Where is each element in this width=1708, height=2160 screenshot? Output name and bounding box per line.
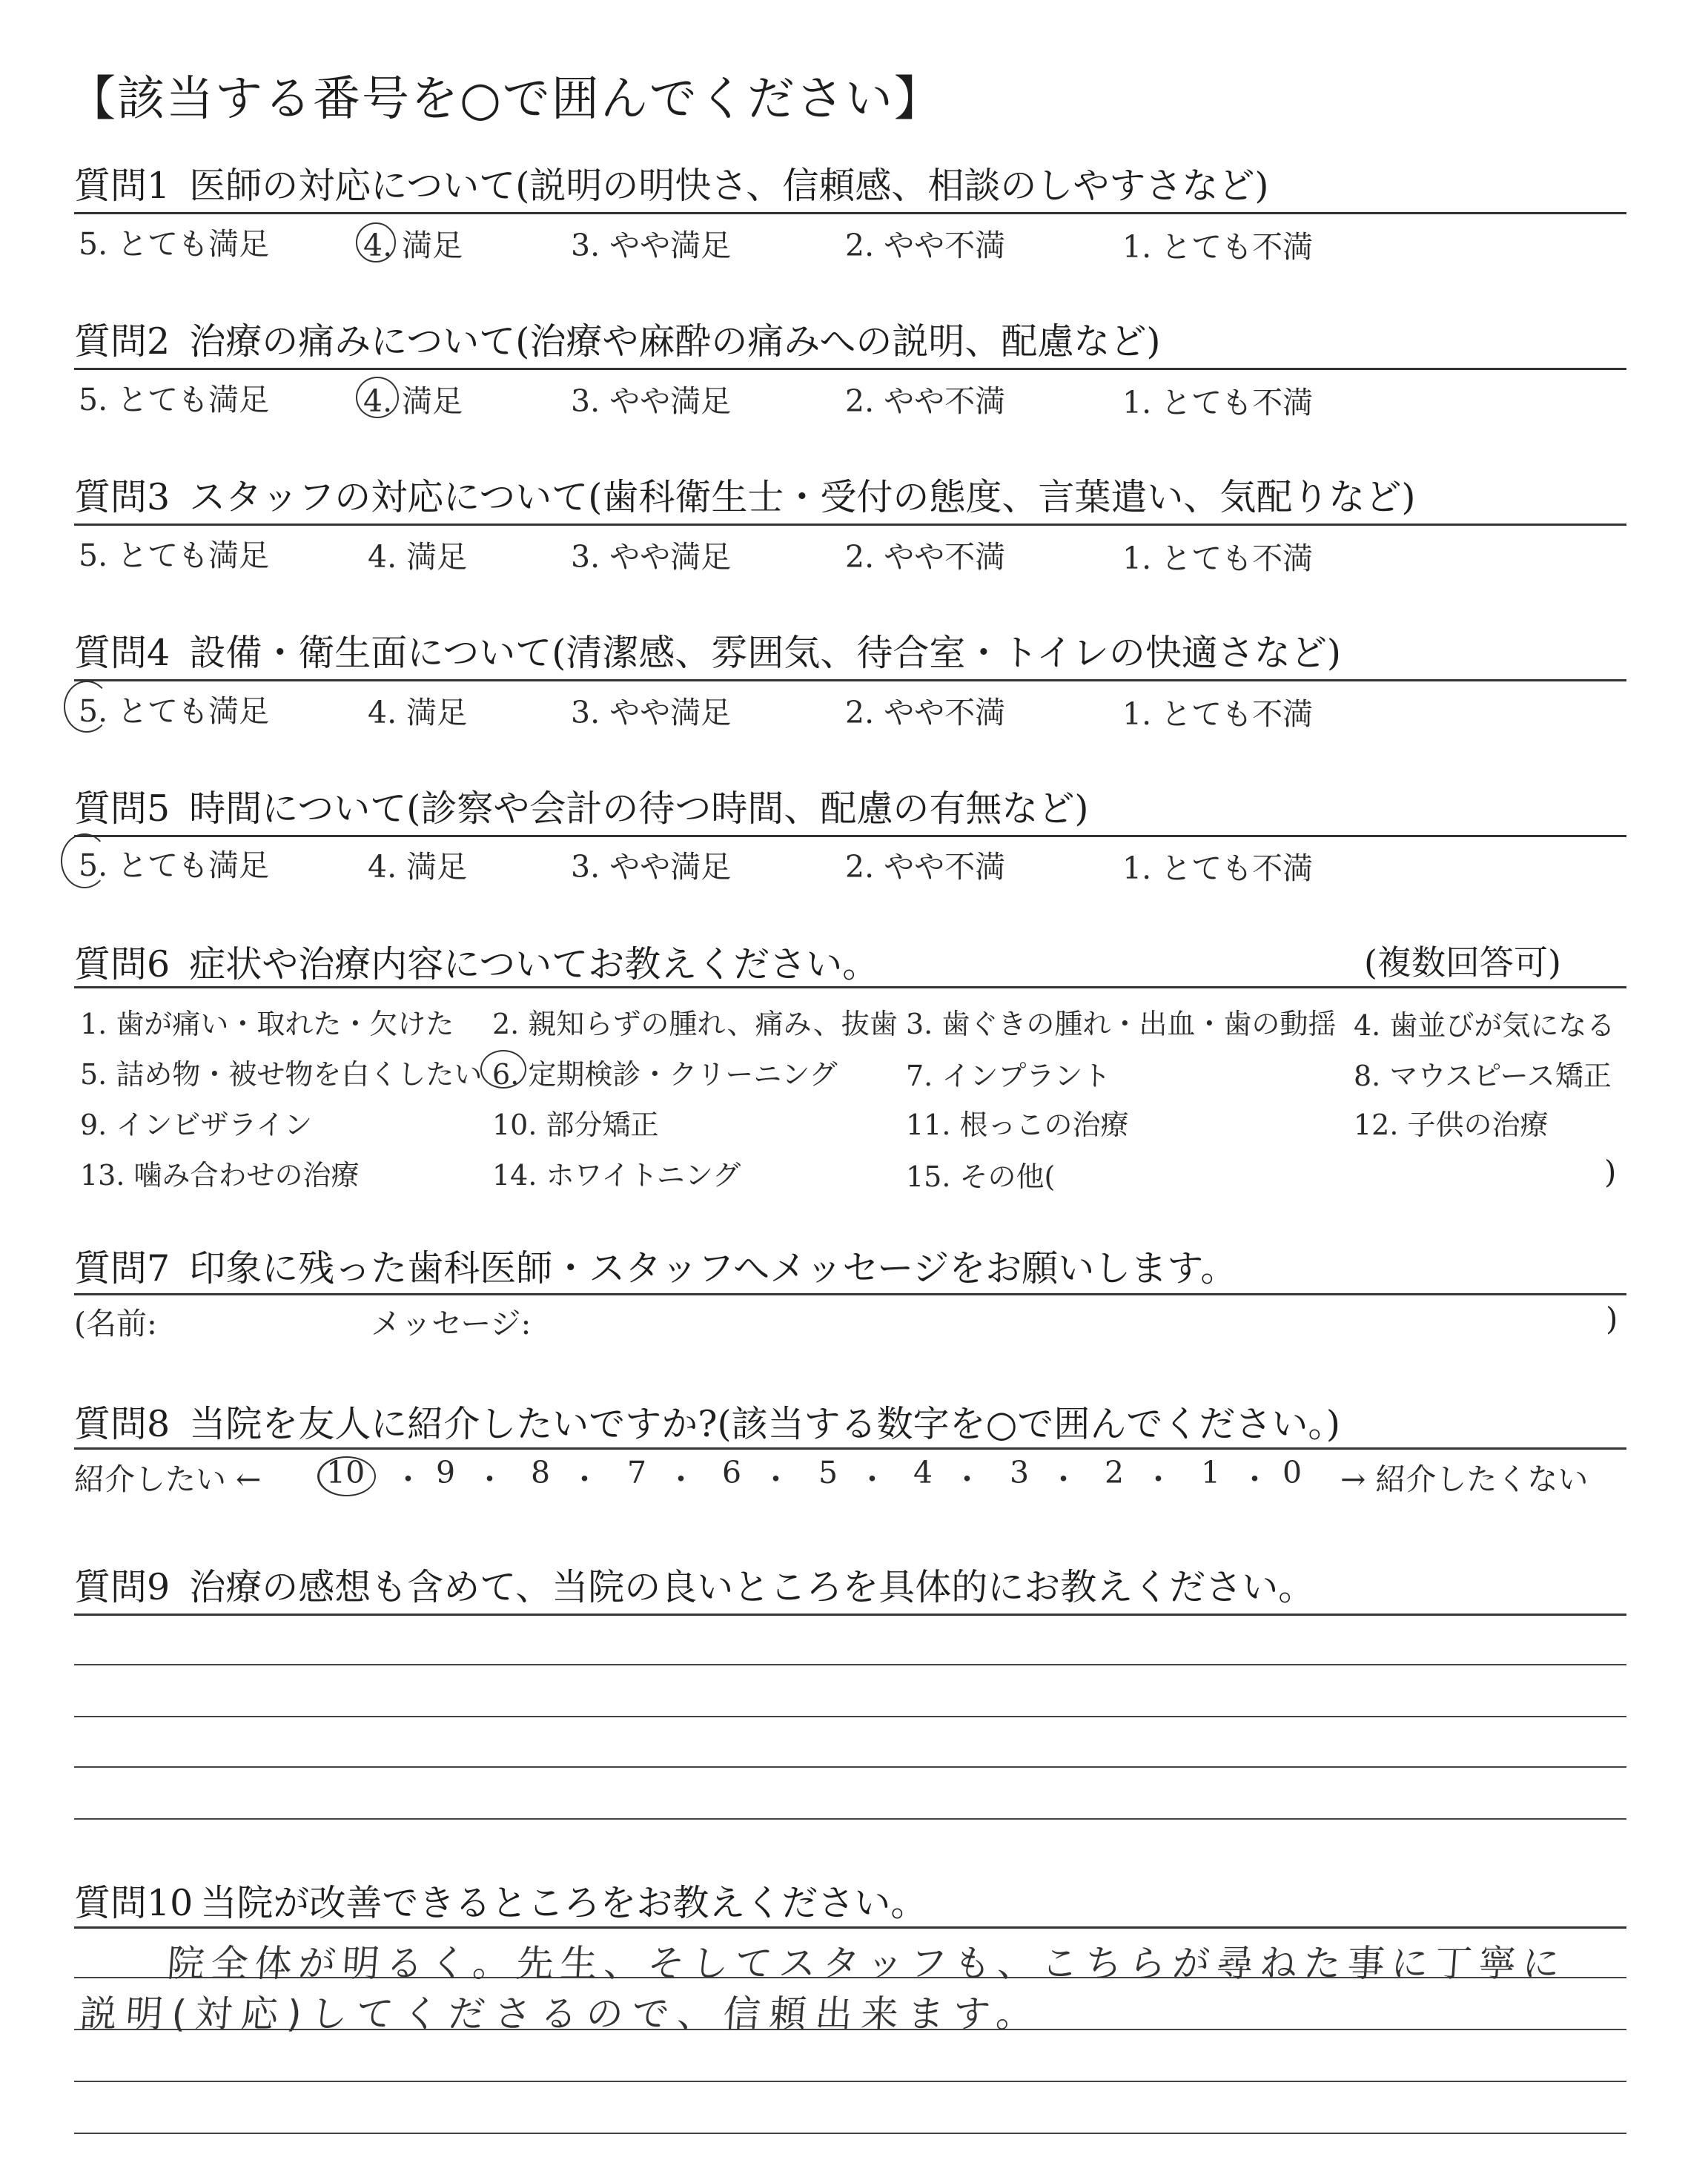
q4-option-4[interactable]: 4. 満足: [368, 695, 468, 730]
question-3-text: スタッフの対応について(歯科衛生士・受付の態度、言葉遣い、気配りなど): [189, 476, 1416, 518]
scale-dot: ・: [1143, 1462, 1174, 1497]
q6-option-2[interactable]: 2. 親知らずの腫れ、痛み、抜歯: [492, 1008, 898, 1040]
scale-dot: ・: [474, 1462, 505, 1497]
question-9-heading: [74, 1559, 1314, 1611]
q2-option-4[interactable]: 4. 満足: [363, 383, 463, 419]
q8-selected-circle: [317, 1456, 376, 1496]
recommend-right-label: → 紹介したくない: [1340, 1462, 1589, 1497]
q6-selected-circle: [480, 1050, 526, 1089]
question-1-heading: [74, 157, 1268, 209]
q2-option-2[interactable]: 2. やや不満: [845, 383, 1006, 419]
question-3-number: 質問3: [74, 476, 171, 518]
question-1-text: 医師の対応について(説明の明快さ、信頼感、相談のしやすさなど): [189, 165, 1269, 207]
recommend-8[interactable]: 8: [531, 1455, 551, 1490]
question-6-text: 症状や治療内容についてお教えください。: [189, 943, 879, 985]
question-8-rule: [74, 1447, 1626, 1450]
question-7-rule: [74, 1293, 1626, 1295]
recommend-4[interactable]: 4: [913, 1455, 933, 1490]
scale-dot: ・: [666, 1462, 696, 1497]
scale-dot: ・: [857, 1462, 887, 1497]
question-5-heading: [74, 780, 1088, 832]
scale-dot: ・: [952, 1462, 982, 1497]
q6-option-14[interactable]: 14. ホワイトニング: [492, 1159, 741, 1192]
q7-close-paren: ): [1606, 1301, 1618, 1337]
q6-other-close-paren: ): [1604, 1154, 1617, 1190]
q6-option-7[interactable]: 7. インプラント: [906, 1060, 1111, 1092]
question-6-note: (複数回答可): [1364, 942, 1561, 982]
question-2-heading: [74, 313, 1160, 365]
question-9-number: 質問9: [74, 1566, 171, 1608]
recommend-0[interactable]: 0: [1282, 1455, 1302, 1490]
question-10-rule: [74, 1926, 1626, 1929]
q10-handwritten-line-2: 説明(対応)してくださるので、信頼出来ます。: [78, 1992, 1044, 2035]
scale-dot: ・: [1048, 1462, 1079, 1497]
recommend-3[interactable]: 3: [1010, 1455, 1030, 1490]
q6-option-13[interactable]: 13. 噛み合わせの治療: [80, 1159, 360, 1192]
q6-option-9[interactable]: 9. インビザライン: [80, 1109, 313, 1141]
q9-answer-line[interactable]: [74, 1664, 1626, 1665]
question-2-rule: [74, 368, 1626, 370]
q9-answer-line[interactable]: [74, 1716, 1626, 1717]
question-8-number: 質問8: [74, 1403, 171, 1445]
recommend-9[interactable]: 9: [436, 1455, 456, 1490]
q6-option-4[interactable]: 4. 歯並びが気になる: [1354, 1009, 1615, 1042]
question-10-heading: [74, 1875, 927, 1926]
q5-option-2[interactable]: 2. やや不満: [845, 849, 1006, 885]
question-2-text: 治療の痛みについて(治療や麻酔の痛みへの説明、配慮など): [189, 320, 1161, 363]
recommend-6[interactable]: 6: [722, 1455, 742, 1490]
recommend-5[interactable]: 5: [818, 1455, 838, 1490]
q6-option-15[interactable]: 15. その他(: [906, 1160, 1056, 1193]
question-4-rule: [74, 679, 1626, 681]
q7-name-label: (名前:: [74, 1306, 157, 1341]
question-4-number: 質問4: [74, 632, 171, 674]
q7-message-label: メッセージ:: [371, 1306, 532, 1341]
question-6-heading: [74, 936, 878, 988]
q9-answer-line[interactable]: [74, 1766, 1626, 1768]
q4-selected-circle: [64, 681, 110, 733]
recommend-7[interactable]: 7: [627, 1455, 647, 1490]
question-10-text: 当院が改善できるところをお教えください。: [200, 1882, 927, 1924]
q2-selected-circle: [356, 377, 399, 418]
question-5-text: 時間について(診察や会計の待つ時間、配慮の有無など): [189, 787, 1089, 830]
question-4-text: 設備・衛生面について(清潔感、雰囲気、待合室・トイレの快適さなど): [189, 632, 1341, 674]
question-6-rule: [74, 986, 1626, 988]
question-8-text: 当院を友人に紹介したいですか?(該当する数字を○で囲んでください。): [189, 1403, 1340, 1445]
q3-option-4[interactable]: 4. 満足: [368, 539, 468, 575]
q6-option-11[interactable]: 11. 根っこの治療: [906, 1109, 1129, 1141]
q5-selected-circle: [61, 833, 108, 888]
q10-answer-line[interactable]: [74, 2133, 1626, 2134]
question-6-number: 質問6: [74, 943, 171, 985]
recommend-10[interactable]: 10: [326, 1455, 365, 1490]
question-7-heading: [74, 1240, 1237, 1292]
scale-dot: ・: [393, 1462, 423, 1497]
question-7-text: 印象に残った歯科医師・スタッフへメッセージをお願いします。: [189, 1247, 1237, 1289]
q9-answer-line[interactable]: [74, 1818, 1626, 1820]
q6-option-12[interactable]: 12. 子供の治療: [1354, 1109, 1549, 1141]
q1-option-4[interactable]: 4. 満足: [363, 228, 463, 263]
scale-dot: ・: [1239, 1462, 1270, 1497]
q5-option-5[interactable]: 5. とても満足: [79, 848, 270, 883]
q3-option-5[interactable]: 5. とても満足: [79, 538, 270, 573]
question-9-text: 治療の感想も含めて、当院の良いところを具体的にお教えください。: [189, 1566, 1315, 1608]
q1-option-1[interactable]: 1. とても不満: [1122, 229, 1314, 265]
question-5-rule: [74, 835, 1626, 837]
q3-option-2[interactable]: 2. やや不満: [845, 539, 1006, 575]
question-8-heading: [74, 1396, 1340, 1447]
q6-option-1[interactable]: 1. 歯が痛い・取れた・欠けた: [80, 1008, 454, 1040]
question-1-rule: [74, 212, 1626, 214]
q5-option-1[interactable]: 1. とても不満: [1122, 851, 1314, 886]
question-4-heading: [74, 624, 1341, 676]
q2-option-3[interactable]: 3. やや満足: [571, 383, 732, 419]
recommend-1[interactable]: 1: [1201, 1455, 1221, 1490]
scale-dot: ・: [569, 1462, 600, 1497]
q4-option-3[interactable]: 3. やや満足: [571, 695, 732, 730]
form-title: 【該当する番号を○で囲んでください】: [68, 72, 943, 127]
question-3-heading: [74, 469, 1415, 521]
q1-selected-circle: [356, 222, 396, 262]
question-7-number: 質問7: [74, 1247, 171, 1289]
recommend-left-label: 紹介したい ←: [74, 1462, 262, 1497]
q6-option-3[interactable]: 3. 歯ぐきの腫れ・出血・歯の動揺: [906, 1008, 1337, 1040]
q5-option-4[interactable]: 4. 満足: [368, 849, 468, 885]
q4-option-1[interactable]: 1. とても不満: [1122, 696, 1314, 732]
q4-option-5[interactable]: 5. とても満足: [79, 693, 270, 729]
q6-option-6[interactable]: 6. 定期検診・クリーニング: [492, 1058, 838, 1091]
question-2-number: 質問2: [74, 320, 171, 363]
q3-option-1[interactable]: 1. とても不満: [1122, 541, 1314, 576]
q10-answer-line[interactable]: [74, 2081, 1626, 2082]
q4-option-2[interactable]: 2. やや不満: [845, 695, 1006, 730]
scale-dot: ・: [761, 1462, 791, 1497]
q1-option-2[interactable]: 2. やや不満: [845, 228, 1006, 263]
q6-option-5[interactable]: 5. 詰め物・被せ物を白くしたい: [80, 1058, 483, 1091]
question-1-number: 質問1: [74, 165, 171, 207]
question-10-number: 質問10: [74, 1882, 193, 1924]
q2-option-5[interactable]: 5. とても満足: [79, 382, 270, 417]
recommend-2[interactable]: 2: [1105, 1455, 1125, 1490]
q1-option-5[interactable]: 5. とても満足: [79, 226, 270, 262]
question-9-rule: [74, 1614, 1626, 1616]
q10-handwritten-line-1: 院全体が明るく。先生、そしてスタッフも、こちらが尋ねた事に丁寧に: [165, 1942, 1568, 1985]
q1-option-3[interactable]: 3. やや満足: [571, 228, 732, 263]
q2-option-1[interactable]: 1. とても不満: [1122, 385, 1314, 420]
q6-option-8[interactable]: 8. マウスピース矯正: [1354, 1060, 1612, 1092]
question-5-number: 質問5: [74, 787, 171, 830]
q6-option-10[interactable]: 10. 部分矯正: [492, 1109, 659, 1141]
q5-option-3[interactable]: 3. やや満足: [571, 849, 732, 885]
q3-option-3[interactable]: 3. やや満足: [571, 539, 732, 575]
question-3-rule: [74, 524, 1626, 526]
